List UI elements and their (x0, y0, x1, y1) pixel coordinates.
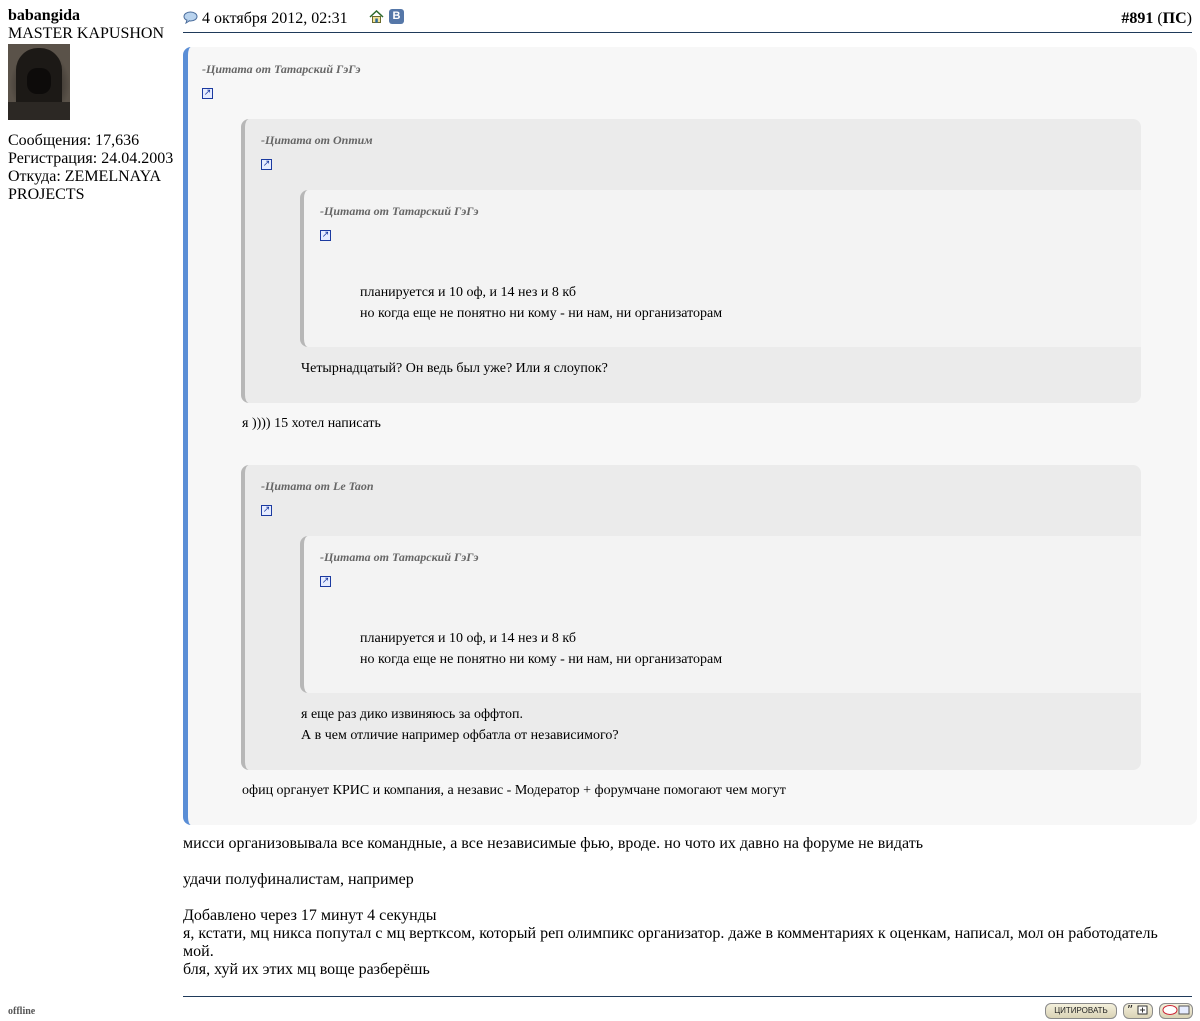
quote-text: Четырнадцатый? Он ведь был уже? Или я слоупок? (301, 361, 608, 376)
post-text: бля, хуй их этих мц воще разберёшь (183, 961, 430, 978)
post-text: мисси организовывала все командные, а все независимые фью, вроде. но чото их давно на форуме не видать (183, 835, 923, 852)
edit-note: Добавлено через 17 минут 4 секунды (183, 907, 437, 924)
post-header (183, 7, 1192, 33)
multi-quote-button[interactable] (1123, 1003, 1153, 1019)
post-date: 4 октября 2012, 02:31 (202, 10, 348, 27)
user-registration: Регистрация: 24.04.2003 (8, 150, 174, 167)
reply-button[interactable] (1159, 1003, 1193, 1019)
quote-author: -Цитата от Татарский ГэГэ (320, 550, 479, 564)
speech-bubble-icon (183, 11, 198, 29)
vk-share-icon[interactable]: В (389, 9, 404, 24)
online-status: offline (8, 1006, 36, 1017)
quote-text: но когда еще не понятно ни кому - ни нам, ни организаторам (360, 652, 723, 667)
view-post-icon[interactable]: ↗ (262, 505, 271, 515)
quote-text: планируется и 10 оф, и 14 нез и 8 кб (360, 285, 576, 300)
user-title: MASTER KAPUSHON (8, 25, 165, 42)
username-link[interactable]: babangida (8, 7, 81, 24)
quote-text: но когда еще не понятно ни кому - ни нам, ни организаторам (360, 306, 723, 321)
quote-button[interactable]: ЦИТИРОВАТЬ (1045, 1003, 1117, 1019)
view-post-icon[interactable]: ↗ (321, 576, 330, 586)
post-footer-divider (183, 996, 1192, 997)
user-location: Откуда: ZEMELNAYA PROJECTS (8, 168, 161, 203)
multiquote-icon (1125, 1004, 1151, 1016)
post-text: я, кстати, мц никса попутал с мц верткcом, который реп олимпикс организатор. даже в комментариях к оценкам, написал, мол он работодатель мой. (183, 925, 1158, 960)
view-post-icon[interactable]: ↗ (321, 230, 330, 240)
post-number[interactable]: #891 (ПС) (1121, 10, 1192, 27)
user-info-panel (8, 7, 178, 204)
quote-text: офиц органует КРИС и компания, а независ - Модератор + форумчане помогают чем могут (242, 783, 786, 798)
quote-text: планируется и 10 оф, и 14 нез и 8 кб (360, 631, 576, 646)
quote-text: я еще раз дико извиняюсь за оффтоп. (301, 707, 523, 722)
reply-icon (1161, 1004, 1191, 1016)
quote-author: -Цитата от Le Taon (261, 479, 374, 493)
svg-text:”: ” (1127, 1004, 1134, 1016)
quote-author: -Цитата от Татарский ГэГэ (320, 204, 479, 218)
view-post-icon[interactable]: ↗ (262, 159, 271, 169)
quote-author: -Цитата от Оптим (261, 133, 373, 147)
post-text: удачи полуфиналистам, например (183, 871, 414, 888)
quote-author: -Цитата от Татарский ГэГэ (202, 62, 361, 76)
quote-text: я )))) 15 хотел написать (242, 416, 381, 431)
home-icon[interactable] (369, 9, 384, 29)
user-post-count: Сообщения: 17,636 (8, 132, 140, 149)
view-post-icon[interactable]: ↗ (203, 88, 212, 98)
avatar (8, 44, 70, 120)
quote-text: А в чем отличие например офбатла от независимого? (301, 728, 619, 743)
